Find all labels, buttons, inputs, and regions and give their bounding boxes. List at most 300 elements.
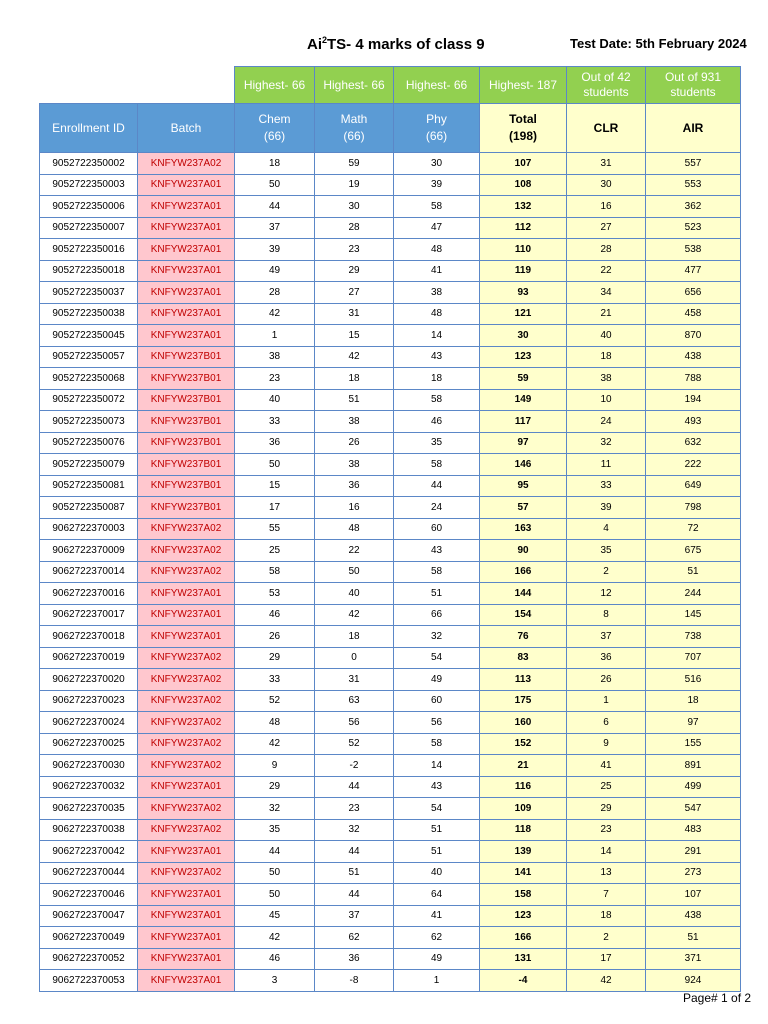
title-suffix: TS- 4 marks of class 9	[327, 36, 485, 53]
enrollment-id-cell: 9052722350007	[40, 217, 138, 239]
chem-cell: 15	[235, 475, 315, 497]
clr-cell: 27	[567, 217, 646, 239]
phy-cell: 54	[394, 798, 480, 820]
enrollment-id-cell: 9062722370035	[40, 798, 138, 820]
total-cell: 90	[480, 540, 567, 562]
chem-cell: 45	[235, 905, 315, 927]
math-cell: 36	[315, 475, 394, 497]
math-cell: 0	[315, 647, 394, 669]
air-header	[646, 104, 741, 153]
enrollment-id-cell: 9052722350003	[40, 174, 138, 196]
total-cell: 121	[480, 303, 567, 325]
total-cell: 113	[480, 669, 567, 691]
math-cell: 32	[315, 819, 394, 841]
chem-cell: 50	[235, 862, 315, 884]
chem-cell: 46	[235, 948, 315, 970]
clr-cell: 2	[567, 927, 646, 949]
clr-cell: 39	[567, 497, 646, 519]
table-row	[40, 389, 741, 411]
air-cell: 483	[646, 819, 741, 841]
table-row	[40, 518, 741, 540]
phy-cell: 35	[394, 432, 480, 454]
air-cell: 18	[646, 690, 741, 712]
clr-cell: 32	[567, 432, 646, 454]
phy-cell: 24	[394, 497, 480, 519]
air-cell: 675	[646, 540, 741, 562]
clr-header	[567, 104, 646, 153]
enrollment-id-cell: 9062722370025	[40, 733, 138, 755]
batch-cell: KNFYW237A01	[138, 583, 235, 605]
clr-count-cell: Out of 42 students	[567, 67, 646, 104]
enrollment-id-cell: 9052722350087	[40, 497, 138, 519]
enrollment-id-cell: 9052722350037	[40, 282, 138, 304]
enrollment-id-cell: 9052722350018	[40, 260, 138, 282]
batch-cell: KNFYW237A02	[138, 798, 235, 820]
total-cell: 109	[480, 798, 567, 820]
phy-cell: 44	[394, 475, 480, 497]
table-row	[40, 432, 741, 454]
table-row	[40, 260, 741, 282]
chem-cell: 1	[235, 325, 315, 347]
clr-cell: 12	[567, 583, 646, 605]
total-cell: 57	[480, 497, 567, 519]
clr-cell: 28	[567, 239, 646, 261]
phy-cell: 62	[394, 927, 480, 949]
chem-cell: 28	[235, 282, 315, 304]
batch-cell: KNFYW237A01	[138, 927, 235, 949]
chem-cell: 38	[235, 346, 315, 368]
enrollment-id-cell: 9062722370042	[40, 841, 138, 863]
table-row	[40, 411, 741, 433]
phy-cell: 43	[394, 776, 480, 798]
air-cell: 870	[646, 325, 741, 347]
batch-cell: KNFYW237A02	[138, 862, 235, 884]
clr-cell: 10	[567, 389, 646, 411]
header-line: Batch	[170, 120, 202, 135]
table-row	[40, 604, 741, 626]
total-cell: 149	[480, 389, 567, 411]
header-line: CLR	[593, 120, 619, 135]
batch-cell: KNFYW237A01	[138, 776, 235, 798]
math-cell: 50	[315, 561, 394, 583]
table-row	[40, 862, 741, 884]
clr-cell: 8	[567, 604, 646, 626]
total-cell: 30	[480, 325, 567, 347]
enrollment-id-cell: 9052722350002	[40, 153, 138, 175]
math-cell: 51	[315, 862, 394, 884]
table-row	[40, 475, 741, 497]
total-cell: 21	[480, 755, 567, 777]
chem-cell: 35	[235, 819, 315, 841]
total-cell: 152	[480, 733, 567, 755]
air-cell: 924	[646, 970, 741, 992]
clr-cell: 22	[567, 260, 646, 282]
air-cell: 547	[646, 798, 741, 820]
air-cell: 107	[646, 884, 741, 906]
air-cell: 516	[646, 669, 741, 691]
chem-highest-cell: Highest- 66	[235, 67, 315, 104]
total-cell: 97	[480, 432, 567, 454]
total-highest-cell: Highest- 187	[480, 67, 567, 104]
clr-cell: 6	[567, 712, 646, 734]
phy-cell: 49	[394, 669, 480, 691]
total-cell: 160	[480, 712, 567, 734]
enrollment-id-cell: 9062722370047	[40, 905, 138, 927]
enrollment-id-cell: 9062722370023	[40, 690, 138, 712]
total-cell: 154	[480, 604, 567, 626]
math-cell: 18	[315, 368, 394, 390]
table-row	[40, 712, 741, 734]
title-prefix: Ai	[307, 36, 322, 53]
air-cell: 656	[646, 282, 741, 304]
clr-cell: 29	[567, 798, 646, 820]
clr-cell: 1	[567, 690, 646, 712]
header-line: Math	[340, 112, 368, 126]
math-cell: 18	[315, 626, 394, 648]
blank-cell	[138, 67, 235, 104]
math-cell: 37	[315, 905, 394, 927]
enrollment-id-cell: 9062722370049	[40, 927, 138, 949]
batch-cell: KNFYW237B01	[138, 411, 235, 433]
math-cell: 31	[315, 303, 394, 325]
air-cell: 523	[646, 217, 741, 239]
air-cell: 499	[646, 776, 741, 798]
table-row	[40, 905, 741, 927]
table-row	[40, 174, 741, 196]
phy-cell: 32	[394, 626, 480, 648]
air-cell: 371	[646, 948, 741, 970]
chem-cell: 32	[235, 798, 315, 820]
total-cell: 83	[480, 647, 567, 669]
batch-cell: KNFYW237A01	[138, 239, 235, 261]
chem-cell: 33	[235, 411, 315, 433]
blank-cell	[40, 67, 138, 104]
table-row	[40, 303, 741, 325]
clr-cell: 16	[567, 196, 646, 218]
table-row	[40, 561, 741, 583]
chem-cell: 23	[235, 368, 315, 390]
batch-cell: KNFYW237B01	[138, 368, 235, 390]
header-line: Total	[509, 112, 537, 126]
math-cell: 44	[315, 776, 394, 798]
air-cell: 273	[646, 862, 741, 884]
header-line: (66)	[343, 129, 365, 143]
phy-cell: 41	[394, 905, 480, 927]
chem-cell: 33	[235, 669, 315, 691]
batch-cell: KNFYW237A02	[138, 647, 235, 669]
air-cell: 649	[646, 475, 741, 497]
air-cell: 538	[646, 239, 741, 261]
phy-cell: 40	[394, 862, 480, 884]
math-cell: 42	[315, 346, 394, 368]
batch-cell: KNFYW237A02	[138, 755, 235, 777]
math-cell: 59	[315, 153, 394, 175]
clr-cell: 11	[567, 454, 646, 476]
air-cell: 557	[646, 153, 741, 175]
enrollment-id-cell: 9062722370032	[40, 776, 138, 798]
clr-cell: 18	[567, 905, 646, 927]
table-row	[40, 626, 741, 648]
table-row	[40, 733, 741, 755]
enrollment-id-cell: 9052722350045	[40, 325, 138, 347]
enrollment-id-cell: 9062722370014	[40, 561, 138, 583]
table-row	[40, 970, 741, 992]
clr-cell: 41	[567, 755, 646, 777]
phy-cell: 39	[394, 174, 480, 196]
batch-cell: KNFYW237B01	[138, 497, 235, 519]
batch-cell: KNFYW237A01	[138, 948, 235, 970]
chem-cell: 36	[235, 432, 315, 454]
batch-cell: KNFYW237B01	[138, 389, 235, 411]
clr-cell: 24	[567, 411, 646, 433]
enrollment-id-cell: 9052722350068	[40, 368, 138, 390]
air-cell: 438	[646, 905, 741, 927]
total-cell: 132	[480, 196, 567, 218]
math-cell: 42	[315, 604, 394, 626]
math-cell: 52	[315, 733, 394, 755]
total-cell: 117	[480, 411, 567, 433]
enrollment-id-cell: 9062722370009	[40, 540, 138, 562]
chem-header	[235, 104, 315, 153]
chem-cell: 26	[235, 626, 315, 648]
enrollment-id-cell: 9062722370046	[40, 884, 138, 906]
air-cell: 632	[646, 432, 741, 454]
chem-cell: 44	[235, 841, 315, 863]
chem-cell: 58	[235, 561, 315, 583]
air-cell: 891	[646, 755, 741, 777]
math-header	[315, 104, 394, 153]
math-cell: 22	[315, 540, 394, 562]
phy-cell: 43	[394, 540, 480, 562]
phy-cell: 48	[394, 303, 480, 325]
chem-cell: 18	[235, 153, 315, 175]
title-superscript: 2	[322, 35, 328, 45]
math-cell: 63	[315, 690, 394, 712]
enrollment-id-cell: 9062722370038	[40, 819, 138, 841]
total-cell: 76	[480, 626, 567, 648]
math-cell: 19	[315, 174, 394, 196]
batch-cell: KNFYW237A02	[138, 518, 235, 540]
table-row	[40, 841, 741, 863]
phy-cell: 47	[394, 217, 480, 239]
clr-cell: 14	[567, 841, 646, 863]
chem-cell: 48	[235, 712, 315, 734]
chem-cell: 50	[235, 174, 315, 196]
table-row	[40, 884, 741, 906]
enrollment-id-cell: 9062722370020	[40, 669, 138, 691]
air-cell: 222	[646, 454, 741, 476]
phy-cell: 56	[394, 712, 480, 734]
math-cell: 29	[315, 260, 394, 282]
table-row	[40, 346, 741, 368]
table-row	[40, 196, 741, 218]
table-row	[40, 948, 741, 970]
total-cell: 146	[480, 454, 567, 476]
math-cell: -2	[315, 755, 394, 777]
chem-cell: 9	[235, 755, 315, 777]
clr-cell: 23	[567, 819, 646, 841]
phy-header	[394, 104, 480, 153]
clr-cell: 35	[567, 540, 646, 562]
batch-cell: KNFYW237A01	[138, 174, 235, 196]
clr-cell: 17	[567, 948, 646, 970]
enrollment-id-cell: 9062722370018	[40, 626, 138, 648]
clr-cell: 9	[567, 733, 646, 755]
marks-table	[39, 66, 741, 992]
chem-cell: 40	[235, 389, 315, 411]
clr-cell: 33	[567, 475, 646, 497]
enrollment-id-cell: 9052722350079	[40, 454, 138, 476]
air-cell: 707	[646, 647, 741, 669]
chem-cell: 50	[235, 454, 315, 476]
enrollment-id-cell: 9052722350072	[40, 389, 138, 411]
air-cell: 145	[646, 604, 741, 626]
phy-cell: 58	[394, 561, 480, 583]
total-cell: 123	[480, 346, 567, 368]
batch-cell: KNFYW237B01	[138, 346, 235, 368]
math-cell: 40	[315, 583, 394, 605]
air-cell: 798	[646, 497, 741, 519]
math-cell: 44	[315, 841, 394, 863]
enrollment-id-header	[40, 104, 138, 153]
math-cell: 28	[315, 217, 394, 239]
total-cell: 175	[480, 690, 567, 712]
total-cell: 59	[480, 368, 567, 390]
phy-cell: 41	[394, 260, 480, 282]
total-header	[480, 104, 567, 153]
batch-cell: KNFYW237A02	[138, 561, 235, 583]
table-row	[40, 669, 741, 691]
table-row	[40, 325, 741, 347]
total-cell: 119	[480, 260, 567, 282]
highlight-row	[40, 67, 741, 104]
clr-cell: 21	[567, 303, 646, 325]
table-row	[40, 217, 741, 239]
clr-cell: 36	[567, 647, 646, 669]
phy-cell: 60	[394, 518, 480, 540]
math-cell: 15	[315, 325, 394, 347]
math-cell: 26	[315, 432, 394, 454]
clr-cell: 25	[567, 776, 646, 798]
header-line: AIR	[682, 120, 704, 135]
math-cell: 38	[315, 454, 394, 476]
clr-cell: 4	[567, 518, 646, 540]
math-cell: 23	[315, 798, 394, 820]
enrollment-id-cell: 9062722370024	[40, 712, 138, 734]
clr-cell: 2	[567, 561, 646, 583]
clr-cell: 30	[567, 174, 646, 196]
batch-cell: KNFYW237A01	[138, 970, 235, 992]
chem-cell: 29	[235, 647, 315, 669]
air-cell: 51	[646, 927, 741, 949]
air-cell: 493	[646, 411, 741, 433]
batch-cell: KNFYW237A02	[138, 153, 235, 175]
batch-cell: KNFYW237B01	[138, 454, 235, 476]
phy-cell: 18	[394, 368, 480, 390]
batch-cell: KNFYW237A02	[138, 690, 235, 712]
phy-cell: 54	[394, 647, 480, 669]
phy-cell: 66	[394, 604, 480, 626]
total-cell: 166	[480, 561, 567, 583]
phy-cell: 58	[394, 196, 480, 218]
table-row	[40, 583, 741, 605]
batch-cell: KNFYW237B01	[138, 432, 235, 454]
chem-cell: 46	[235, 604, 315, 626]
header-line: Chem	[258, 112, 291, 126]
clr-cell: 38	[567, 368, 646, 390]
total-cell: 108	[480, 174, 567, 196]
table-row	[40, 368, 741, 390]
enrollment-id-cell: 9052722350038	[40, 303, 138, 325]
table-row	[40, 239, 741, 261]
batch-cell: KNFYW237A01	[138, 884, 235, 906]
math-cell: 44	[315, 884, 394, 906]
math-cell: 56	[315, 712, 394, 734]
chem-cell: 37	[235, 217, 315, 239]
enrollment-id-cell: 9062722370017	[40, 604, 138, 626]
table-row	[40, 540, 741, 562]
total-cell: 158	[480, 884, 567, 906]
total-cell: 141	[480, 862, 567, 884]
total-cell: 112	[480, 217, 567, 239]
math-cell: 38	[315, 411, 394, 433]
batch-cell: KNFYW237A01	[138, 260, 235, 282]
phy-cell: 48	[394, 239, 480, 261]
clr-cell: 18	[567, 346, 646, 368]
chem-cell: 44	[235, 196, 315, 218]
batch-cell: KNFYW237A01	[138, 217, 235, 239]
header-line: (66)	[263, 129, 286, 143]
total-cell: 139	[480, 841, 567, 863]
total-cell: 95	[480, 475, 567, 497]
chem-cell: 49	[235, 260, 315, 282]
air-cell: 458	[646, 303, 741, 325]
phy-cell: 60	[394, 690, 480, 712]
total-cell: 123	[480, 905, 567, 927]
air-cell: 97	[646, 712, 741, 734]
enrollment-id-cell: 9052722350057	[40, 346, 138, 368]
enrollment-id-cell: 9062722370030	[40, 755, 138, 777]
math-cell: 31	[315, 669, 394, 691]
header-line: (198)	[508, 129, 537, 143]
table-row	[40, 798, 741, 820]
total-cell: 110	[480, 239, 567, 261]
phy-cell: 51	[394, 819, 480, 841]
table-row	[40, 153, 741, 175]
air-cell: 155	[646, 733, 741, 755]
header-line: Enrollment ID	[52, 120, 125, 135]
air-cell: 738	[646, 626, 741, 648]
chem-cell: 17	[235, 497, 315, 519]
math-cell: 62	[315, 927, 394, 949]
enrollment-id-cell: 9062722370003	[40, 518, 138, 540]
batch-cell: KNFYW237A02	[138, 669, 235, 691]
air-cell: 194	[646, 389, 741, 411]
header-line: (66)	[425, 129, 448, 143]
clr-cell: 37	[567, 626, 646, 648]
enrollment-id-cell: 9062722370019	[40, 647, 138, 669]
chem-cell: 3	[235, 970, 315, 992]
math-cell: 27	[315, 282, 394, 304]
total-cell: 107	[480, 153, 567, 175]
phy-cell: 49	[394, 948, 480, 970]
enrollment-id-cell: 9062722370052	[40, 948, 138, 970]
phy-cell: 58	[394, 733, 480, 755]
math-cell: 23	[315, 239, 394, 261]
batch-cell: KNFYW237B01	[138, 475, 235, 497]
clr-cell: 31	[567, 153, 646, 175]
report-title	[307, 35, 485, 53]
